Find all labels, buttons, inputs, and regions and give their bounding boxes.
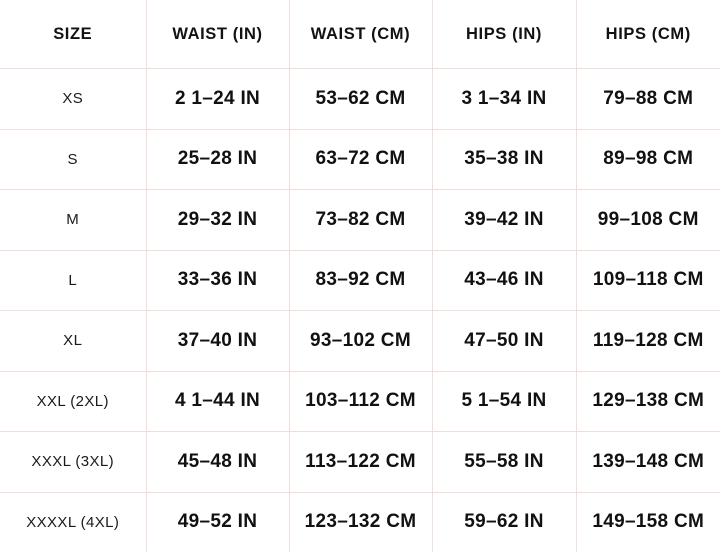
table-row — [0, 432, 720, 493]
cell-hips-cm: 89–98 CM — [576, 129, 720, 190]
table-row — [0, 492, 720, 552]
table-body — [0, 69, 720, 552]
cell-hips-in: 5 1–54 IN — [432, 371, 576, 432]
cell-size: S — [0, 129, 146, 190]
cell-waist-in: 29–32 IN — [146, 190, 289, 251]
column-header-waist-cm: WAIST (CM) — [289, 0, 432, 69]
cell-size: XL — [0, 311, 146, 372]
table-row — [0, 190, 720, 251]
column-header-hips-in: HIPS (IN) — [432, 0, 576, 69]
cell-hips-cm: 109–118 CM — [576, 250, 720, 311]
cell-waist-cm: 73–82 CM — [289, 190, 432, 251]
cell-waist-in: 25–28 IN — [146, 129, 289, 190]
cell-waist-cm: 123–132 CM — [289, 492, 432, 552]
cell-hips-in: 47–50 IN — [432, 311, 576, 372]
cell-waist-in: 33–36 IN — [146, 250, 289, 311]
cell-waist-cm: 53–62 CM — [289, 69, 432, 130]
cell-waist-in: 45–48 IN — [146, 432, 289, 493]
cell-waist-cm: 113–122 CM — [289, 432, 432, 493]
cell-hips-cm: 139–148 CM — [576, 432, 720, 493]
cell-hips-in: 35–38 IN — [432, 129, 576, 190]
cell-hips-cm: 79–88 CM — [576, 69, 720, 130]
cell-hips-cm: 119–128 CM — [576, 311, 720, 372]
column-header-size: SIZE — [0, 0, 146, 69]
cell-hips-in: 43–46 IN — [432, 250, 576, 311]
table-row — [0, 129, 720, 190]
column-header-hips-cm: HIPS (CM) — [576, 0, 720, 69]
table-header-row — [0, 0, 720, 69]
cell-waist-cm: 103–112 CM — [289, 371, 432, 432]
cell-waist-in: 2 1–24 IN — [146, 69, 289, 130]
cell-waist-cm: 83–92 CM — [289, 250, 432, 311]
table-row — [0, 371, 720, 432]
cell-size: XXXXL (4XL) — [0, 492, 146, 552]
column-header-waist-in: WAIST (IN) — [146, 0, 289, 69]
cell-hips-in: 3 1–34 IN — [432, 69, 576, 130]
cell-waist-cm: 93–102 CM — [289, 311, 432, 372]
table-row — [0, 250, 720, 311]
cell-waist-in: 37–40 IN — [146, 311, 289, 372]
table-row — [0, 69, 720, 130]
cell-hips-cm: 149–158 CM — [576, 492, 720, 552]
cell-size: M — [0, 190, 146, 251]
cell-hips-in: 39–42 IN — [432, 190, 576, 251]
cell-waist-in: 49–52 IN — [146, 492, 289, 552]
cell-hips-cm: 129–138 CM — [576, 371, 720, 432]
cell-hips-in: 55–58 IN — [432, 432, 576, 493]
cell-waist-in: 4 1–44 IN — [146, 371, 289, 432]
cell-size: XS — [0, 69, 146, 130]
cell-size: XXL (2XL) — [0, 371, 146, 432]
cell-hips-cm: 99–108 CM — [576, 190, 720, 251]
cell-size: XXXL (3XL) — [0, 432, 146, 493]
cell-hips-in: 59–62 IN — [432, 492, 576, 552]
cell-waist-cm: 63–72 CM — [289, 129, 432, 190]
table-header — [0, 0, 720, 69]
table-row — [0, 311, 720, 372]
cell-size: L — [0, 250, 146, 311]
